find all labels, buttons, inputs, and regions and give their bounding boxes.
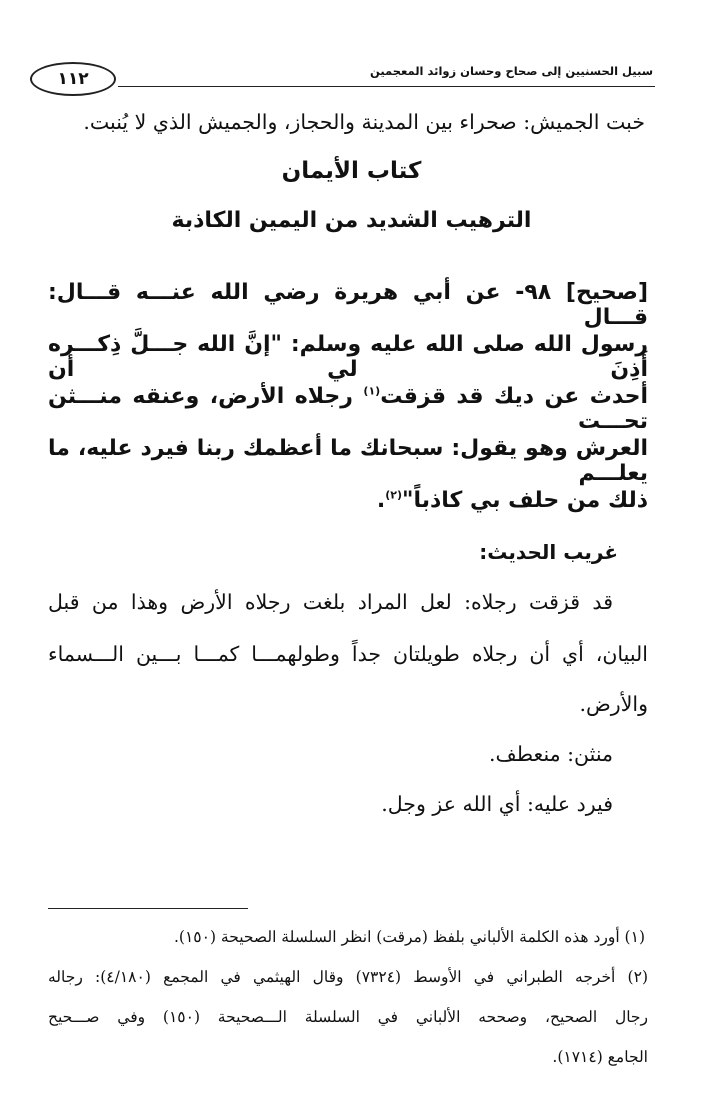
footnote-separator: [48, 908, 248, 909]
intro-line: خبت الجميش: صحراء بين المدينة والحجاز، والجميش الذي لا يُنبت.: [83, 110, 645, 134]
hadith-line-3: [48, 384, 648, 434]
gharib-heading: غريب الحديث:: [479, 540, 618, 564]
hadith-line-5: [377, 488, 648, 513]
gharib-line-5: فيرد عليه: أي الله عز وجل.: [381, 792, 613, 816]
gharib-line-1: قد قزقت رجلاه: لعل المراد بلغت رجلاه الأرض وهذا من قبل: [48, 590, 613, 614]
running-header-title: سبيل الحسنيين إلى صحاح وحسان زوائد المعجمين: [369, 64, 653, 78]
book-heading: كتاب الأيمان: [281, 158, 422, 184]
chapter-heading: الترهيب الشديد من اليمين الكاذبة: [171, 208, 532, 233]
hadith-line-4: العرش وهو يقول: سبحانك ما أعظمك ربنا فيرد عليه، ما يعلـــم: [48, 436, 648, 486]
footnote-ref-2[interactable]: (٢): [385, 488, 403, 502]
hadith-line-5-text-a: ذلك من حلف بي كاذباً": [402, 488, 648, 513]
gharib-line-3: والأرض.: [579, 692, 648, 716]
footnote-2-line-3: الجامع (١٧١٤).: [552, 1048, 648, 1066]
hadith-line-2: رسول الله صلى الله عليه وسلم: "إنَّ الله جـــلَّ ذِكـــره أَذِنَ لي أن: [48, 332, 648, 382]
footnote-2-line-1: (٢) أخرجه الطبراني في الأوسط (٧٣٢٤) وقال الهيثمي في المجمع (٤/١٨٠): رجاله: [48, 968, 648, 986]
header-rule: [118, 86, 655, 87]
hadith-line-3-text-a: أحدث عن ديك قد قزقت: [380, 384, 649, 409]
gharib-line-2: البيان، أي أن رجلاه طويلتان جداً وطولهمـــا كمـــا بـــين الـــسماء: [48, 642, 648, 666]
page-number-oval: [30, 62, 116, 96]
hadith-line-1: [صحيح] ٩٨- عن أبي هريرة رضي الله عنـــه قـــال: قـــال: [48, 280, 648, 330]
footnote-1: (١) أورد هذه الكلمة الألباني بلفظ (مرقت) انظر السلسلة الصحيحة (١٥٠).: [173, 928, 645, 946]
footnote-2-line-2: رجال الصحيح، وصححه الألباني في السلسلة الـــصحيحة (١٥٠) وفي صـــحيح: [48, 1008, 648, 1026]
footnote-ref-1[interactable]: (١): [363, 384, 381, 398]
gharib-line-4: منثن: منعطف.: [489, 742, 613, 766]
hadith-line-3-text-b: رجلاه الأرض، وعنقه منـــثن تحـــت: [48, 384, 648, 434]
page-number: ١١٢: [57, 69, 89, 89]
hadith-line-5-text-b: .: [376, 488, 386, 513]
